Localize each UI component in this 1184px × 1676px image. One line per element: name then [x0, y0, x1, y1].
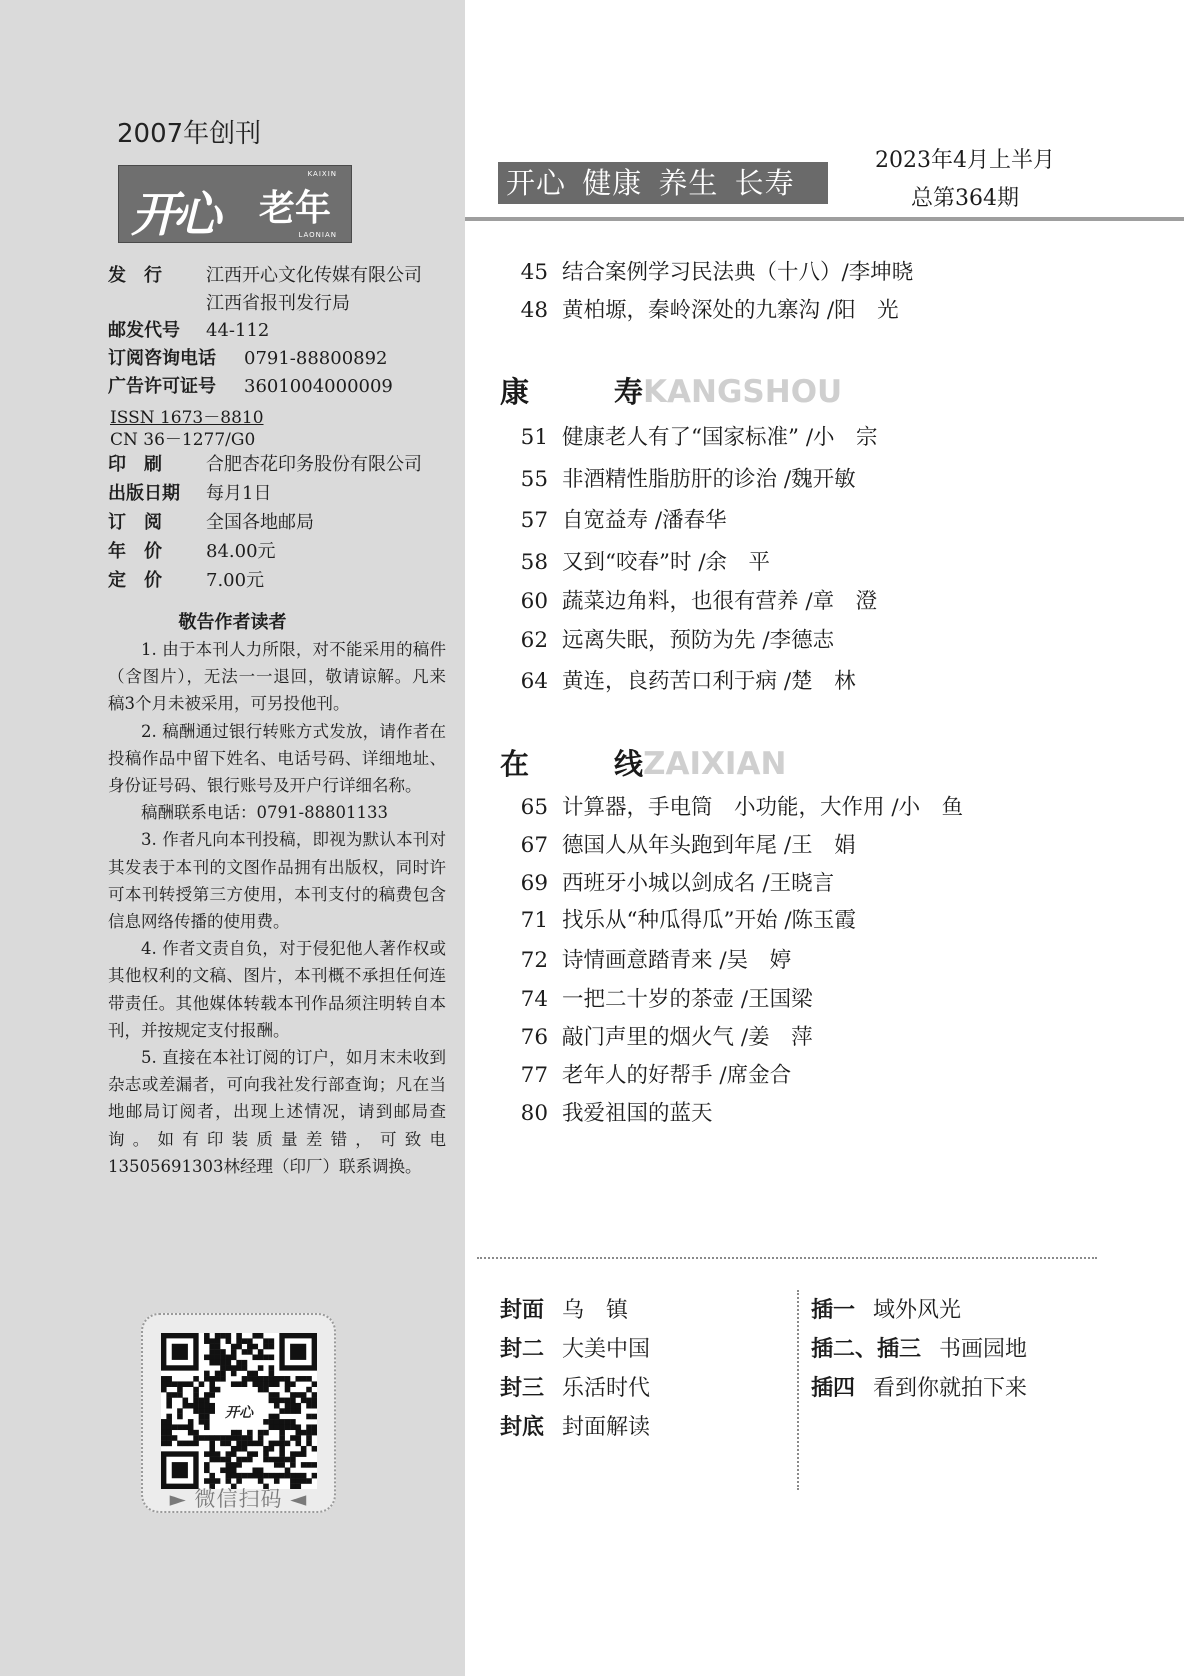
founded-year: 2007年创刊: [117, 119, 262, 149]
left-info-column: [0, 0, 465, 1676]
info-value: 合肥杏花印务股份有限公司: [206, 454, 422, 475]
plate-entry: [811, 1293, 961, 1324]
info-label: 订阅咨询电话: [108, 348, 216, 369]
toc-title: 敲门声里的烟火气 /姜 萍: [562, 1025, 813, 1050]
toc-title: 老年人的好帮手 /席金合: [562, 1063, 792, 1088]
logo-pinyin-bottom: LAONIAN: [298, 231, 337, 239]
info-value: 3601004000009: [244, 376, 393, 397]
plate-key: 封面: [500, 1298, 545, 1323]
toc-entry[interactable]: [500, 545, 770, 576]
toc-title: 远离失眠，预防为先 /李德志: [562, 628, 835, 653]
slogan-banner: 开心 健康 养生 长寿: [498, 162, 828, 204]
info-row-publisher-2: [108, 290, 350, 318]
plate-key: 封底: [500, 1415, 545, 1440]
toc-page-number: 51: [520, 425, 548, 450]
notice-body: [108, 636, 446, 1180]
plate-entry: [500, 1332, 650, 1363]
toc-title: 自宽益寿 /潘春华: [562, 508, 727, 533]
toc-page-number: 67: [520, 833, 548, 858]
info-label: 发 行: [108, 265, 162, 286]
header-rule: [465, 217, 1184, 221]
info-label: 邮发代号: [108, 320, 180, 341]
plate-value: 域外风光: [873, 1298, 962, 1323]
notice-paragraph: 1. 由于本刊人力所限，对不能采用的稿件（含图片），无法一一退回，敬请谅解。凡来稿3个月未被采用，可另投他刊。: [108, 640, 446, 714]
dotted-divider: [477, 1257, 1097, 1259]
toc-page-number: 62: [520, 628, 548, 653]
info-value: 84.00元: [206, 541, 276, 562]
vertical-dotted-divider: [797, 1290, 799, 1490]
cn-number: CN 36－1277/G0: [110, 430, 256, 450]
toc-title: 黄连，良药苦口利于病 /楚 林: [562, 669, 856, 694]
info-value: 全国各地邮局: [206, 512, 314, 533]
plate-entry: [811, 1371, 1027, 1402]
toc-title: 计算器，手电筒 小功能，大作用 /小 鱼: [562, 795, 964, 820]
notice-title: 敬告作者读者: [178, 612, 287, 633]
section-name-cn: 康 寿: [500, 375, 672, 409]
toc-entry[interactable]: [500, 664, 856, 695]
toc-page-number: 57: [520, 508, 548, 533]
notice-paragraph: 稿酬联系电话：0791-88801133: [141, 803, 389, 823]
toc-title: 一把二十岁的茶壶 /王国梁: [562, 987, 813, 1012]
info-row-ad-license: [108, 373, 393, 401]
plate-key: 插一: [811, 1298, 856, 1323]
plate-entry: [500, 1410, 650, 1441]
toc-page-number: 74: [520, 987, 548, 1012]
toc-title: 蔬菜边角料，也很有营养 /章 澄: [562, 589, 878, 614]
logo-subtitle: 老年: [259, 188, 332, 229]
info-row-postal-code: [108, 317, 269, 345]
notice-paragraph: 5. 直接在本社订阅的订户，如月末未收到杂志或差漏者，可向我社发行部查询；凡在当地邮局订阅者，出现上述情况，请到邮局查询。如有印装质量差错，可致电13505691303林经理（印厂）联系调换。: [108, 1048, 446, 1176]
info-row-unit-price: [108, 567, 264, 595]
info-row-publisher: [108, 262, 422, 290]
toc-page-number: 71: [520, 908, 548, 933]
issue-date: 2023年4月上半月: [875, 148, 1055, 173]
info-value: 44-112: [206, 320, 270, 341]
qr-center-logo: 开心: [225, 1405, 253, 1421]
plate-value: 看到你就拍下来: [873, 1376, 1028, 1401]
toc-page-number: 55: [520, 467, 548, 492]
plate-value: 乌 镇: [562, 1298, 629, 1323]
info-label: 印 刷: [108, 454, 162, 475]
toc-page-number: 64: [520, 669, 548, 694]
toc-entry[interactable]: [500, 255, 913, 286]
plate-value: 书画园地: [939, 1337, 1028, 1362]
toc-entry[interactable]: [500, 790, 963, 821]
plate-key: 插二、插三: [811, 1337, 922, 1362]
section-heading-zaixian: [500, 742, 786, 783]
plate-value: 大美中国: [562, 1337, 651, 1362]
toc-entry[interactable]: [500, 943, 791, 974]
plate-value: 封面解读: [562, 1415, 651, 1440]
toc-title: 健康老人有了“国家标准” /小 宗: [562, 425, 878, 450]
toc-title: 非酒精性脂肪肝的诊治 /魏开敏: [562, 467, 856, 492]
toc-title: 德国人从年头跑到年尾 /王 娟: [562, 833, 856, 858]
toc-entry[interactable]: [500, 1096, 713, 1127]
toc-entry[interactable]: [500, 503, 727, 534]
plate-key: 封二: [500, 1337, 545, 1362]
notice-paragraph: 2. 稿酬通过银行转账方式发放，请作者在投稿作品中留下姓名、电话号码、详细地址、身份证号码、银行账号及开户行详细名称。: [108, 721, 446, 796]
toc-page-number: 77: [520, 1063, 548, 1088]
plate-value: 乐活时代: [562, 1376, 651, 1401]
plate-entry: [811, 1332, 1027, 1363]
toc-title: 又到“咬春”时 /余 平: [562, 550, 771, 575]
toc-page-number: 80: [520, 1101, 548, 1126]
section-name-cn: 在 线: [500, 747, 672, 781]
toc-entry[interactable]: [500, 584, 877, 615]
info-label: 广告许可证号: [108, 376, 216, 397]
toc-entry[interactable]: [500, 828, 856, 859]
toc-page-number: 72: [520, 948, 548, 973]
info-row-pub-date: [108, 480, 271, 508]
toc-entry[interactable]: [500, 1058, 791, 1089]
info-label: 定 价: [108, 570, 162, 591]
qr-code[interactable]: [161, 1333, 317, 1489]
toc-page-number: 76: [520, 1025, 548, 1050]
info-value: 每月1日: [206, 483, 272, 504]
info-row-subscribe: [108, 509, 314, 537]
info-label: 出版日期: [108, 483, 180, 504]
plate-key: 插四: [811, 1376, 856, 1401]
toc-entry[interactable]: [500, 623, 834, 654]
toc-entry[interactable]: [500, 866, 834, 897]
logo-pinyin-top: KAIXIN: [307, 170, 337, 178]
plate-key: 封三: [500, 1376, 545, 1401]
toc-title: 西班牙小城以剑成名 /王晓言: [562, 871, 835, 896]
toc-page-number: 69: [520, 871, 548, 896]
notice-paragraph: 4. 作者文责自负，对于侵犯他人著作权或其他权利的文稿、图片，本刊概不承担任何连带责任。其他媒体转载本刊作品须注明转自本刊，并按规定支付报酬。: [108, 939, 446, 1040]
plate-entry: [500, 1293, 628, 1324]
toc-page-number: 60: [520, 589, 548, 614]
toc-page-number: 65: [520, 795, 548, 820]
info-value: 江西省报刊发行局: [206, 293, 350, 314]
toc-entry[interactable]: [500, 420, 878, 451]
toc-page-number: 45: [520, 260, 548, 285]
section-heading-kangshou: [500, 370, 842, 411]
toc-entry[interactable]: [500, 293, 899, 324]
info-label: 年 价: [108, 541, 162, 562]
issn-number: ISSN 1673－8810: [110, 408, 264, 428]
plate-entry: [500, 1371, 650, 1402]
toc-title: 黄柏塬，秦岭深处的九寨沟 /阳 光: [562, 298, 899, 323]
toc-entry[interactable]: [500, 982, 813, 1013]
section-name-en: ZAIXIAN: [643, 746, 787, 782]
toc-entry[interactable]: [500, 462, 856, 493]
toc-entry[interactable]: [500, 1020, 813, 1051]
qr-scan-label: ► 微信扫码 ◄: [169, 1487, 308, 1511]
info-row-annual-price: [108, 538, 276, 566]
toc-page-number: 58: [520, 550, 548, 575]
info-value: 0791-88800892: [244, 348, 388, 369]
wechat-qr-panel: [141, 1313, 336, 1513]
magazine-logo: [118, 165, 352, 243]
toc-entry[interactable]: [500, 903, 856, 934]
toc-title: 诗情画意踏青来 /吴 婷: [562, 948, 792, 973]
toc-title: 找乐从“种瓜得瓜”开始 /陈玉霞: [562, 908, 857, 933]
qr-code-graphic: [161, 1333, 317, 1489]
info-value: 7.00元: [206, 570, 265, 591]
toc-title: 结合案例学习民法典（十八）/李坤晓: [562, 260, 914, 285]
notice-paragraph: 3. 作者凡向本刊投稿，即视为默认本刊对其发表于本刊的文图作品拥有出版权，同时许可本刊转授第三方使用，本刊支付的稿费包含信息网络传播的使用费。: [108, 830, 446, 932]
logo-text: 开心: [131, 187, 216, 243]
toc-title: 我爱祖国的蓝天: [562, 1101, 713, 1126]
info-value: 江西开心文化传媒有限公司: [206, 265, 422, 286]
info-row-printer: [108, 451, 422, 479]
toc-page-number: 48: [520, 298, 548, 323]
issue-number: 总第364期: [911, 186, 1019, 211]
info-row-phone: [108, 345, 388, 373]
section-name-en: KANGSHOU: [643, 374, 843, 410]
info-label: 订 阅: [108, 512, 162, 533]
